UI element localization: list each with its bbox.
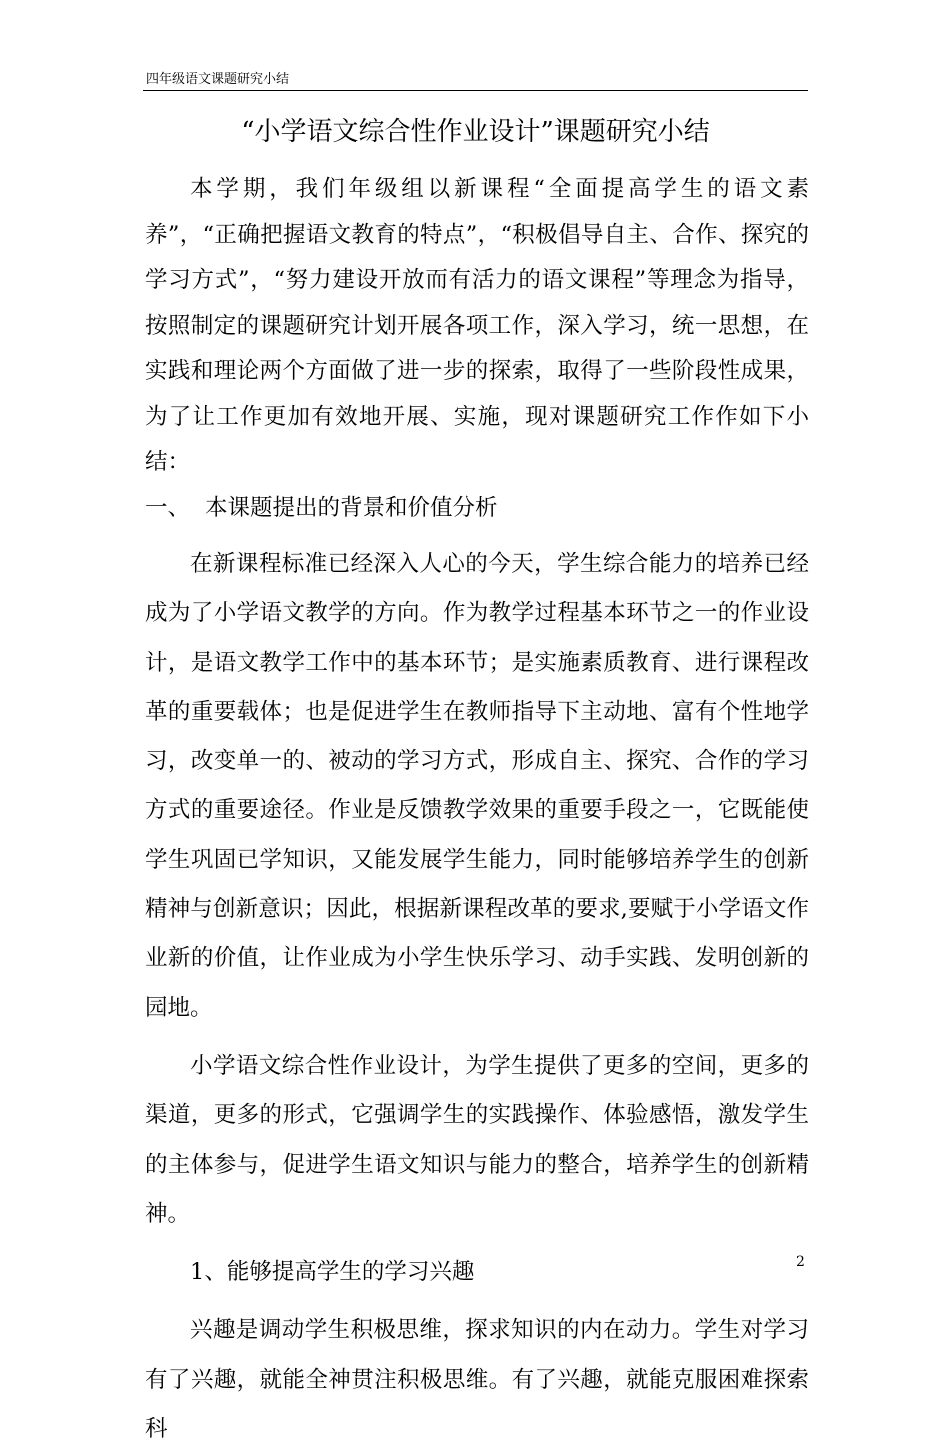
intro-paragraph: 本学期，我们年级组以新课程“全面提高学生的语文素养”，“正确把握语文教育的特点”，“积极倡导自主、合作、探究的学习方式”，“努力建设开放而有活力的语文课程”等理念为指导，按照制定的课题研究计划开展各项工作，深入学习，统一思想，在实践和理论两个方面做了进一步的探索，取得了一些阶段性成果，为了让工作更加有效地开展、实施，现对课题研究工作作如下小结： [145,176,809,475]
section-number: 一、 [145,494,191,521]
document-title: “小学语文综合性作业设计”课题研究小结 [241,117,710,147]
section-heading-1 [145,486,809,532]
page-number: 2 [796,1254,805,1270]
header-divider [143,90,808,91]
background-paragraph: 在新课程标准已经深入人心的今天，学生综合能力的培养已经成为了小学语文教学的方向。作为教学过程基本环节之一的作业设计，是语文教学工作中的基本环节；是实施素质教育、进行课程改革的重要载体；也是促进学生在教师指导下主动地、富有个性地学习，改变单一的、被动的学习方式，形成自主、探究、合作的学习方式的重要途径。作业是反馈教学效果的重要手段之一，它既能使学生巩固已学知识，又能发展学生能力，同时能够培养学生的创新精神与创新意识；因此，根据新课程改革的要求,要赋于小学语文作业新的价值，让作业成为小学生快乐学习、动手实践、发明创新的园地。 [145,551,809,1021]
point-heading-1: 1、能够提高学生的学习兴趣 [190,1259,475,1286]
section-heading-text: 本课题提出的背景和价值分析 [205,494,498,521]
document-body [145,167,809,1454]
design-paragraph: 小学语文综合性作业设计，为学生提供了更多的空间，更多的渠道，更多的形式，它强调学生的实践操作、体验感悟，激发学生的主体参与，促进学生语文知识与能力的整合，培养学生的创新精神。 [145,1052,809,1227]
running-header: 四年级语文课题研究小结 [146,72,290,87]
interest-paragraph: 兴趣是调动学生积极思维，探求知识的内在动力。学生对学习有了兴趣，就能全神贯注积极思维。有了兴趣，就能克服困难探索科 [145,1317,809,1443]
